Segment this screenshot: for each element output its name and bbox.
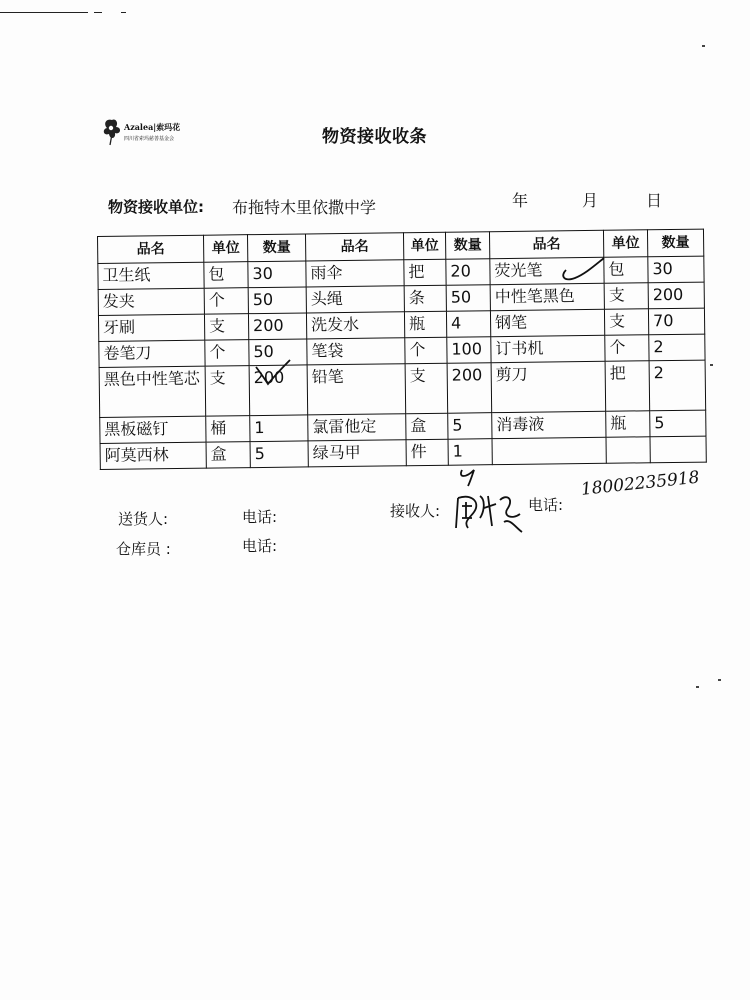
item-unit: 个 xyxy=(405,337,447,364)
column-header: 数量 xyxy=(647,229,703,257)
item-quantity: 200 xyxy=(447,363,492,414)
item-name: 笔袋 xyxy=(307,338,405,365)
column-header: 品名 xyxy=(489,230,603,258)
item-quantity: 200 xyxy=(648,282,704,309)
check-mark xyxy=(256,360,290,384)
item-unit: 盒 xyxy=(406,413,448,440)
item-quantity: 5 xyxy=(250,441,308,468)
item-quantity: 30 xyxy=(648,256,704,283)
item-name: 荧光笔 xyxy=(490,257,604,284)
item-unit: 包 xyxy=(604,257,648,284)
item-unit: 支 xyxy=(205,366,250,417)
logo-subtitle: 四川省索玛慈善基金会 xyxy=(124,136,175,142)
column-header: 数量 xyxy=(247,234,305,262)
date-day: 日 xyxy=(646,191,663,210)
item-quantity: 70 xyxy=(648,308,704,335)
item-name: 钢笔 xyxy=(490,309,604,336)
item-quantity: 200 xyxy=(248,313,306,340)
item-unit: 个 xyxy=(204,288,248,315)
item-unit: 支 xyxy=(204,314,248,341)
column-header: 单位 xyxy=(203,235,247,263)
logo-name: Azalea|索玛花 xyxy=(124,122,181,132)
item-unit: 桶 xyxy=(206,416,250,443)
warehouse-label: 仓库员 : xyxy=(116,540,171,558)
column-header: 品名 xyxy=(98,235,204,263)
item-unit: 包 xyxy=(204,262,248,289)
receiver-signature xyxy=(456,496,522,532)
item-quantity: 50 xyxy=(249,339,307,366)
receiver-label: 接收人: xyxy=(390,502,441,520)
check-mark xyxy=(461,470,474,486)
item-unit: 条 xyxy=(404,285,446,312)
item-unit: 件 xyxy=(406,439,448,466)
column-header: 单位 xyxy=(403,232,445,260)
item-quantity: 4 xyxy=(446,311,490,338)
item-name: 氯雷他定 xyxy=(308,414,406,441)
item-name: 消毒液 xyxy=(492,411,606,438)
item-quantity: 50 xyxy=(446,285,490,312)
column-header: 单位 xyxy=(603,230,647,258)
item-quantity: 1 xyxy=(250,415,308,442)
item-quantity: 30 xyxy=(248,261,306,288)
recipient-unit-label: 物资接收单位: xyxy=(108,198,204,216)
item-unit: 支 xyxy=(604,309,648,336)
item-quantity: 2 xyxy=(649,360,706,411)
item-name: 发夹 xyxy=(98,288,204,315)
sender-phone-label: 电话: xyxy=(242,508,278,526)
item-name: 牙刷 xyxy=(98,314,204,341)
item-name: 卫生纸 xyxy=(98,262,204,289)
item-name: 头绳 xyxy=(306,286,404,313)
item-name: 洗发水 xyxy=(306,312,404,339)
item-name: 绿马甲 xyxy=(308,440,406,467)
item-name: 雨伞 xyxy=(306,260,404,287)
item-name: 订书机 xyxy=(491,335,605,362)
item-quantity: 5 xyxy=(650,410,706,437)
item-quantity: 20 xyxy=(446,259,490,286)
item-unit: 瓶 xyxy=(606,411,650,438)
item-name: 中性笔黑色 xyxy=(490,283,604,310)
item-quantity: 50 xyxy=(248,287,306,314)
item-unit: 个 xyxy=(605,335,649,362)
item-quantity: 1 xyxy=(448,439,492,466)
item-unit: 把 xyxy=(404,259,446,286)
page-title: 物资接收收条 xyxy=(322,127,427,147)
warehouse-phone-label: 电话: xyxy=(242,537,278,555)
item-name: 铅笔 xyxy=(307,364,406,415)
receiver-phone-label: 电话: xyxy=(528,496,564,514)
date-year: 年 xyxy=(512,191,529,210)
item-unit: 支 xyxy=(604,283,648,310)
recipient-unit-value: 布拖特木里依撒中学 xyxy=(232,198,377,217)
item-unit: 支 xyxy=(405,363,448,414)
item-name: 卷笔刀 xyxy=(99,340,205,367)
item-name: 黑色中性笔芯 xyxy=(99,366,206,417)
item-name: 黑板磁钉 xyxy=(100,416,206,443)
item-quantity: 200 xyxy=(249,365,308,416)
item-name: 阿莫西林 xyxy=(100,442,206,469)
item-quantity: 5 xyxy=(448,413,492,440)
item-unit: 个 xyxy=(205,340,249,367)
item-name: 剪刀 xyxy=(491,361,606,412)
check-mark xyxy=(563,258,604,279)
item-quantity: 100 xyxy=(447,337,491,364)
item-unit: 瓶 xyxy=(404,311,446,338)
item-unit: 把 xyxy=(605,361,650,412)
item-quantity: 2 xyxy=(649,334,705,361)
receiver-phone-value: 18002235918 xyxy=(580,467,701,500)
item-unit: 盒 xyxy=(206,442,250,469)
column-header: 数量 xyxy=(445,232,489,260)
date-month: 月 xyxy=(582,191,599,210)
sender-label: 送货人: xyxy=(118,510,169,528)
column-header: 品名 xyxy=(305,233,403,261)
